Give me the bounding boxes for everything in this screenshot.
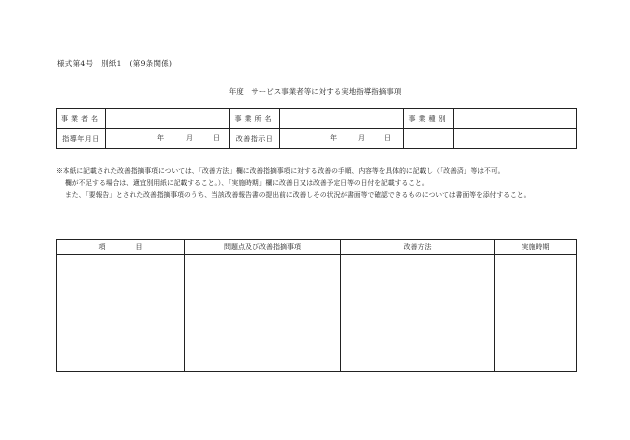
blank-cell-2 bbox=[454, 129, 577, 149]
guidance-date-year: 年 bbox=[157, 134, 164, 142]
form-title: 年度 サービス事業者等に対する実地指導指摘事項 bbox=[228, 87, 402, 96]
business-type-label: 事業種別 bbox=[404, 109, 454, 129]
business-name-field[interactable] bbox=[106, 109, 230, 129]
guidance-date-label: 指導年月日 bbox=[57, 129, 106, 149]
col-issues-header: 問題点及び改善指摘事項 bbox=[185, 240, 341, 255]
info-row-names bbox=[57, 109, 577, 129]
form-number: 様式第4号 別紙1 (第9条関係) bbox=[57, 59, 173, 68]
item-field[interactable] bbox=[57, 255, 185, 372]
business-type-field[interactable] bbox=[454, 109, 577, 129]
col-item-header-b: 目 bbox=[135, 243, 143, 251]
col-item-header bbox=[57, 240, 185, 255]
info-row-dates bbox=[57, 129, 577, 149]
col-item-header-a: 項 bbox=[98, 243, 106, 251]
note-line-1: ※本紙に記載された改善指摘事項については、「改善方法」欄に改善指摘事項に対する改善の手順、内容等を具体的に記載し（「改善済」等は不可。 bbox=[56, 167, 505, 175]
issues-field[interactable] bbox=[185, 255, 341, 372]
col-method-header: 改善方法 bbox=[341, 240, 495, 255]
office-name-label: 事業所名 bbox=[230, 109, 280, 129]
instruction-date-month: 月 bbox=[358, 134, 365, 142]
instruction-date-label: 改善指示日 bbox=[230, 129, 280, 149]
instruction-date-day: 日 bbox=[384, 134, 391, 142]
note-line-3: また、「要報告」とされた改善指摘事項のうち、当該改善報告書の提出前に改善しその状況が書面等で確認できるものについては書面等を添付すること。 bbox=[65, 191, 531, 200]
note-line-2: 欄が不足する場合は、適宜別用紙に記載すること。）、「実施時期」欄に改善日又は改善予定日等の日付を記載すること。 bbox=[65, 179, 429, 188]
guidance-date-month: 月 bbox=[186, 134, 193, 142]
items-table bbox=[56, 239, 577, 372]
instruction-date-year: 年 bbox=[330, 134, 337, 142]
items-header-row bbox=[57, 240, 577, 255]
notes bbox=[56, 165, 580, 202]
items-body-row bbox=[57, 255, 577, 372]
instruction-date-field[interactable] bbox=[280, 129, 404, 149]
method-field[interactable] bbox=[341, 255, 495, 372]
guidance-date-day: 日 bbox=[213, 134, 220, 142]
timing-field[interactable] bbox=[495, 255, 577, 372]
col-timing-header: 実施時期 bbox=[495, 240, 577, 255]
office-name-field[interactable] bbox=[280, 109, 404, 129]
guidance-date-field[interactable] bbox=[106, 129, 230, 149]
business-name-label: 事業者名 bbox=[57, 109, 106, 129]
blank-cell-1 bbox=[404, 129, 454, 149]
info-table bbox=[56, 108, 577, 149]
